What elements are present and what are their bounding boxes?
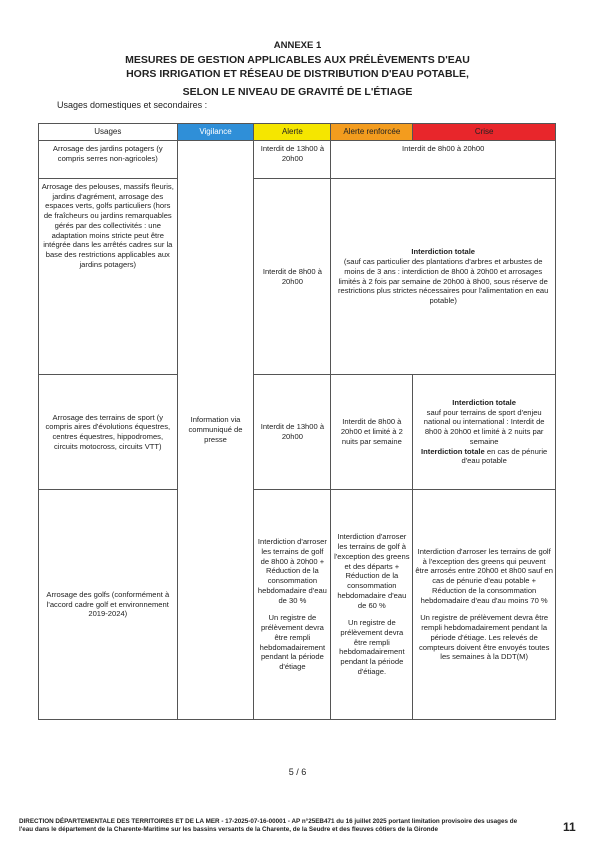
restriction-text: (sauf cas particulier des plantations d'arbres et arbustes de moins de 3 ans : interdiction de 8h00 à 20h00 et arrosages limités à 2 fois par semaine de 20h00 à 8h00, sous réserve de restrictions plus strictes nécessaires pour l'alimentation en eau potable) <box>337 257 549 305</box>
renf-cell <box>331 490 413 720</box>
header-alerte-renforcee: Alerte renforcée <box>331 124 413 141</box>
vigilance-cell: Information via communiqué de presse <box>177 141 254 720</box>
table-row <box>39 490 556 720</box>
table-row <box>39 179 556 375</box>
restriction-text: Interdiction d'arroser les terrains de golf de 8h00 à 20h00 + Réduction de la consommation hebdomadaire d'eau de 30 % <box>257 537 327 605</box>
restriction-title: Interdiction totale <box>452 397 517 407</box>
title-line-2: HORS IRRIGATION ET RÉSEAU DE DISTRIBUTION D'EAU POTABLE, <box>126 68 469 80</box>
annex-label: ANNEXE 1 <box>273 40 322 51</box>
crise-cell <box>413 375 556 490</box>
title-line-1: MESURES DE GESTION APPLICABLES AUX PRÉLÈVEMENTS D'EAU <box>125 54 470 66</box>
usage-cell: Arrosage des golfs (conformément à l'accord cadre golf et environnement 2019-2024) <box>39 490 178 720</box>
table-header-row <box>39 124 556 141</box>
usage-cell: Arrosage des jardins potagers (y compris serres non-agricoles) <box>39 141 178 179</box>
table-row <box>39 141 556 179</box>
renf-crise-cell <box>331 179 556 375</box>
document-page-number: 11 <box>563 820 576 834</box>
section-subtitle: Usages domestiques et secondaires : <box>57 100 208 110</box>
title-line-3: SELON LE NIVEAU DE GRAVITÉ DE L'ÉTIAGE <box>182 86 413 98</box>
usage-cell: Arrosage des pelouses, massifs fleuris, jardins d'agrément, arrosage des espaces verts, golfs particuliers (hors de fraîcheurs ou jardins remarquables gérés par des collectivités : une adaptation moins stricte peut être intégrée dans les arrêtés cadres sur la base des restrictions applicables aux jardins potagers) <box>39 179 178 375</box>
register-text: Un registre de prélèvement devra être rempli hebdomadairement pendant la période d'étiage. <box>339 618 405 676</box>
restriction-text-2-body: en cas de pénurie d'eau potable <box>461 446 548 466</box>
alerte-cell: Interdit de 13h00 à 20h00 <box>254 141 331 179</box>
footer-text: DIRECTION DÉPARTEMENTALE DES TERRITOIRES ET DE LA MER - 17-2025-07-16-00001 - AP n°25EB471 du 16 juillet 2025 portant limitation provisoire des usages de l'eau dans le département de la Charente-Maritime sur les bassins versants de la Charente, de la Seudre et des fleuves côtiers de la Gironde <box>19 818 518 833</box>
renf-cell: Interdit de 8h00 à 20h00 et limité à 2 nuits par semaine <box>331 375 413 490</box>
alerte-cell <box>254 490 331 720</box>
restriction-text: Interdiction d'arroser les terrains de golf à l'exception des greens et des départs + Réduction de la consommation hebdomadaire d'eau de 60 % <box>334 532 410 610</box>
renf-crise-cell: Interdit de 8h00 à 20h00 <box>331 141 556 179</box>
register-text: Un registre de prélèvement devra être rempli hebdomadairement pendant la période d'étiage <box>259 613 326 671</box>
alerte-cell: Interdit de 13h00 à 20h00 <box>254 375 331 490</box>
restriction-title-2: Interdiction totale <box>421 446 485 456</box>
crise-cell <box>413 490 556 720</box>
header-vigilance: Vigilance <box>177 124 254 141</box>
restriction-text-2 <box>415 447 553 466</box>
register-text: Un registre de prélèvement devra être rempli hebdomadairement pendant la période d'étiage. Les relevés de compteurs doivent être envoyés toutes les semaines à la DDT(M) <box>418 613 550 662</box>
table-row <box>39 375 556 490</box>
alerte-cell: Interdit de 8h00 à 20h00 <box>254 179 331 375</box>
restriction-title: Interdiction totale <box>411 247 476 257</box>
page-number: 5 / 6 <box>288 767 307 777</box>
restrictions-table <box>38 123 556 720</box>
restriction-text: Interdiction d'arroser les terrains de golf à l'exception des greens qui peuvent être arrosés entre 20h00 et 8h00 sauf en cas de pénurie d'eau potable + Réduction de la consommation hebdomadaire d'eau d'au moins 70 % <box>415 547 553 605</box>
restriction-text: sauf pour terrains de sport d'enjeu national ou international : Interdit de 8h00 à 20h00 et limité à 2 nuits par semaine <box>423 407 545 446</box>
usage-cell: Arrosage des terrains de sport (y compris aires d'évolutions équestres, centres équestres, hippodromes, circuits motocross, circuits VTT) <box>39 375 178 490</box>
header-alerte: Alerte <box>254 124 331 141</box>
header-crise: Crise <box>413 124 556 141</box>
header-usages: Usages <box>39 124 178 141</box>
